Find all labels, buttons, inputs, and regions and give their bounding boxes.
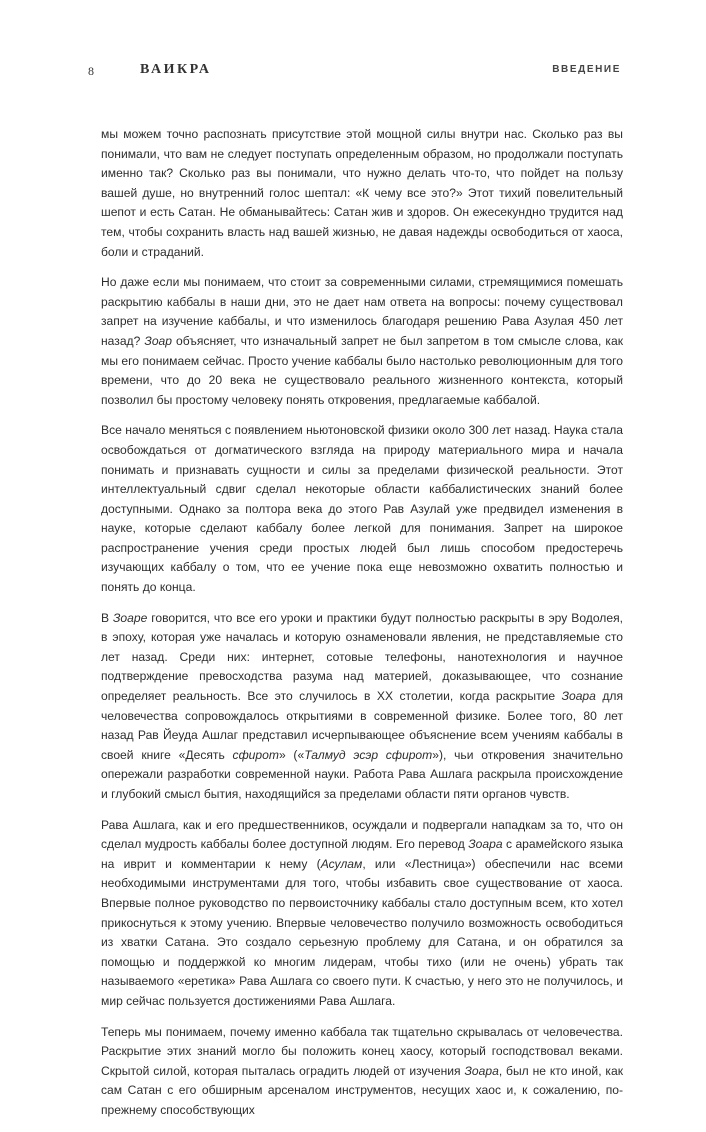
text-segment: Но даже если мы понимаем, что стоит за современными силами, стремящимися помешать раскрытию каббалы в наши дни, это не дает нам ответа на вопросы: почему существовал запрет на изучение каббалы, и что изменилось благодаря решению Рава Азулая 450 лет назад? xyxy=(101,275,623,348)
paragraph-6 xyxy=(101,1023,623,1121)
text-segment: Рава Ашлага, как и его предшественников, осуждали и подвергали нападкам за то, что он сделал мудрость каббалы более доступной людям. Его перевод xyxy=(101,817,623,852)
italic-text: Талмуд эсэр сфирот xyxy=(304,747,433,762)
text-segment: В xyxy=(101,610,113,625)
text-segment: с арамейского языка на иврит и комментарии к нему ( xyxy=(101,837,623,871)
italic-text: Зоара xyxy=(464,1063,499,1078)
text-segment: мы можем точно распознать присутствие этой мощной силы внутри нас. Сколько раз вы понимали, что вам не следует поступать определенным образом, но продолжали поступать именно так? Сколько раз вы понимали, что нужно делать что-то, что пойдет на пользу вашей душе, но внутренний голос шептал: «К чему все это?» Этот тихий повелительный шепот и есть Сатан. Не обманывайтесь: Сатан жив и здоров. Он ежесекундно трудится над тем, чтобы сохранить власть над вашей жизнью, не давая надежды освободиться от хаоса, боли и страданий. xyxy=(101,127,623,259)
text-segment: , был не кто иной, как сам Сатан с его обширным арсеналом инструментов, несущих хаос и, к сожалению, по-прежнему способствующих xyxy=(101,1063,623,1117)
section-title: ВВЕДЕНИЕ xyxy=(552,64,621,75)
paragraph-1 xyxy=(101,125,623,262)
text-segment: для человечества сопровождалось открытиями в современной физике. Более того, 80 лет назад Рав Йеуда Ашлаг представил исчерпывающее объяснение всем учениям каббалы в своей книге «Десять xyxy=(101,689,623,762)
text-segment: говорится, что все его уроки и практики будут полностью раскрыты в эру Водолея, в эпоху, которая уже началась и которую ознаменовали явления, не представляемые сто лет назад. Среди них: интернет, сотовые телефоны, нанотехнология и научное подтверждение превосходства разума над материей, доказывающее, что сознание определяет реальность. Все это случилось в XX столетии, когда раскрытие xyxy=(101,610,623,704)
running-header xyxy=(88,62,621,82)
italic-text: сфирот xyxy=(232,747,279,762)
text-segment: » (« xyxy=(278,747,305,762)
text-segment: »), чьи откровения значительно опережали разработки современной науки. Работа Рава Ашлага раскрыла происхождение и глубокий смысл бытия, находящийся за пределами области пяти органов чувств. xyxy=(101,747,623,801)
italic-text: Зоара xyxy=(561,689,596,704)
text-segment: объясняет, что изначальный запрет не был запретом в том смысле слова, как мы его понимаем сейчас. Просто учение каббалы было настолько революционным для того времени, что до 20 века не существовало реального жизненного контекста, который позволил бы простому человеку понять откровения, предлагаемые каббалой. xyxy=(101,333,624,407)
body-text xyxy=(101,125,623,1132)
paragraph-4 xyxy=(101,609,623,805)
paragraph-2 xyxy=(101,273,623,410)
italic-text: Зоар xyxy=(144,333,172,348)
text-segment: Теперь мы понимаем, почему именно каббала так тщательно скрывалась от человечества. Раскрытие этих знаний могло бы положить конец хаосу, который господствовал веками. Скрытой силой, которая пыталась оградить людей от изучения xyxy=(101,1024,623,1078)
page-number: 8 xyxy=(88,64,94,78)
italic-text: Зоаре xyxy=(113,610,148,625)
book-title: ВАИКРА xyxy=(140,62,212,77)
text-segment: Все начало меняться с появлением ньютоновской физики около 300 лет назад. Наука стала освобождаться от догматического взгляда на природу материального мира и начала понимать и признавать сущности и силы за пределами физической реальности. Этот интеллектуальный сдвиг сделал некоторые области каббалистических знаний более доступными. Однако за полтора века до этого Рав Азулай уже предвидел изменения в науке, которые сделают каббалу более легкой для понимания. Запрет на широкое распространение учения среди простых людей был лишь способом предостеречь изучающих каббалу о том, что ее учение пока еще невозможно охватить полностью и понять до конца. xyxy=(101,423,623,595)
italic-text: Зоара xyxy=(468,837,503,852)
text-segment: , или «Лестница») обеспечили нас всеми необходимыми инструментами для того, чтобы избавить свое существование от хаоса. Впервые полное руководство по первоисточнику каббалы стало доступным всем, кто хотел прикоснуться к этому учению. Впервые человечество получило возможность освободиться из хватки Сатана. Это создало серьезную проблему для Сатана, и он обратился за помощью и поддержкой ко многим лидерам, чтобы тихо (или не очень) убрать так называемого «еретика» Рава Ашлага со своего пути. К счастью, у него это не получилось, и мир сейчас пользуется достижениями Рава Ашлага. xyxy=(101,856,623,1008)
paragraph-5 xyxy=(101,816,623,1012)
paragraph-3 xyxy=(101,421,623,597)
italic-text: Асулам xyxy=(320,856,363,871)
